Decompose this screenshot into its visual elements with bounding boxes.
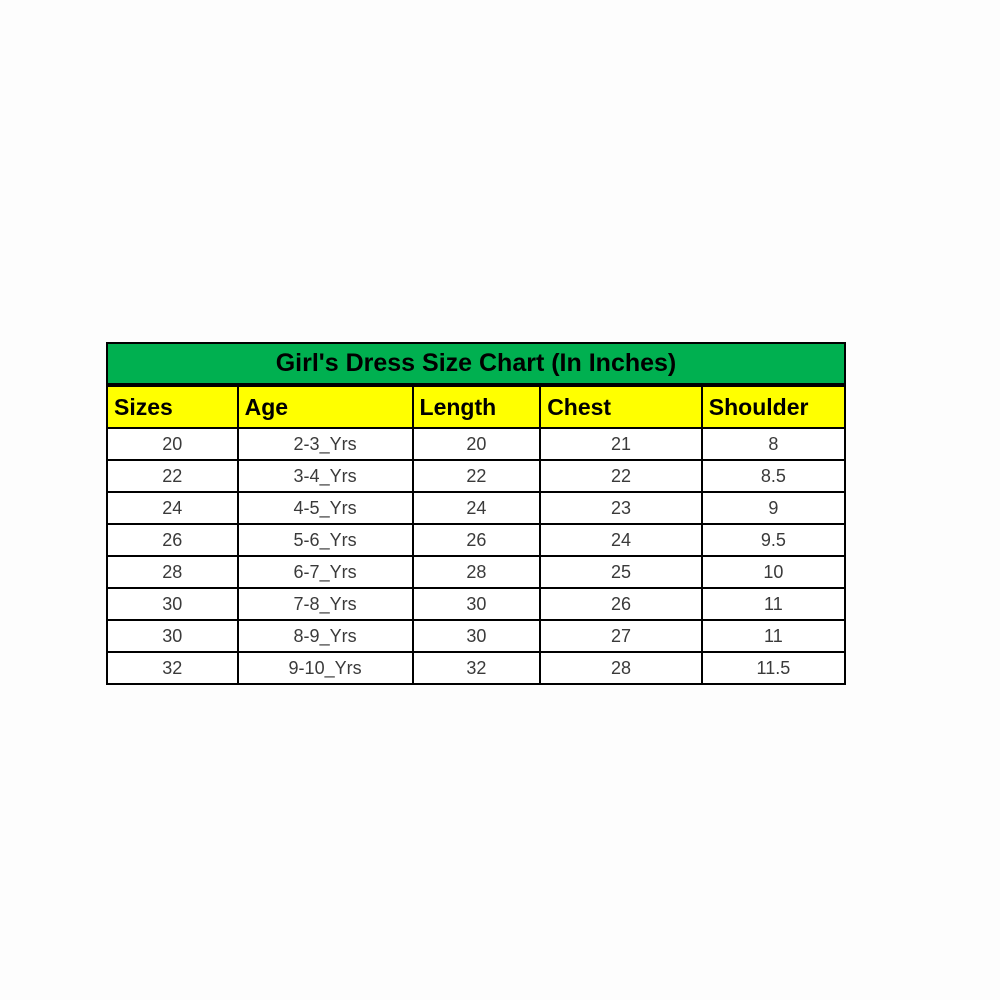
- cell-shoulder: 11: [702, 620, 845, 652]
- table-row: [107, 556, 845, 588]
- cell-chest: 24: [540, 524, 702, 556]
- table-row: [107, 652, 845, 684]
- table-row: [107, 588, 845, 620]
- cell-sizes: 28: [107, 556, 238, 588]
- column-header-length: Length: [413, 386, 541, 428]
- cell-chest: 28: [540, 652, 702, 684]
- cell-chest: 26: [540, 588, 702, 620]
- table-row: [107, 460, 845, 492]
- cell-chest: 27: [540, 620, 702, 652]
- cell-length: 30: [413, 588, 541, 620]
- table-row: [107, 620, 845, 652]
- size-chart-table: [106, 342, 846, 685]
- cell-sizes: 26: [107, 524, 238, 556]
- cell-age: 4-5_Yrs: [238, 492, 413, 524]
- cell-sizes: 32: [107, 652, 238, 684]
- cell-age: 5-6_Yrs: [238, 524, 413, 556]
- column-header-shoulder: Shoulder: [702, 386, 845, 428]
- table-row: [107, 492, 845, 524]
- cell-length: 28: [413, 556, 541, 588]
- cell-length: 20: [413, 428, 541, 460]
- cell-shoulder: 8: [702, 428, 845, 460]
- cell-age: 9-10_Yrs: [238, 652, 413, 684]
- cell-age: 7-8_Yrs: [238, 588, 413, 620]
- cell-length: 26: [413, 524, 541, 556]
- cell-length: 32: [413, 652, 541, 684]
- table-title: Girl's Dress Size Chart (In Inches): [106, 342, 846, 385]
- cell-chest: 23: [540, 492, 702, 524]
- cell-age: 8-9_Yrs: [238, 620, 413, 652]
- cell-shoulder: 10: [702, 556, 845, 588]
- cell-sizes: 30: [107, 620, 238, 652]
- cell-shoulder: 9: [702, 492, 845, 524]
- column-header-sizes: Sizes: [107, 386, 238, 428]
- cell-age: 6-7_Yrs: [238, 556, 413, 588]
- cell-length: 30: [413, 620, 541, 652]
- cell-chest: 25: [540, 556, 702, 588]
- cell-chest: 22: [540, 460, 702, 492]
- table-row: [107, 524, 845, 556]
- cell-shoulder: 9.5: [702, 524, 845, 556]
- cell-shoulder: 11.5: [702, 652, 845, 684]
- column-header-chest: Chest: [540, 386, 702, 428]
- cell-age: 2-3_Yrs: [238, 428, 413, 460]
- column-header-age: Age: [238, 386, 413, 428]
- cell-sizes: 22: [107, 460, 238, 492]
- cell-length: 22: [413, 460, 541, 492]
- cell-shoulder: 8.5: [702, 460, 845, 492]
- cell-sizes: 30: [107, 588, 238, 620]
- cell-shoulder: 11: [702, 588, 845, 620]
- cell-age: 3-4_Yrs: [238, 460, 413, 492]
- cell-sizes: 20: [107, 428, 238, 460]
- header-row: [107, 386, 845, 428]
- cell-length: 24: [413, 492, 541, 524]
- table-row: [107, 428, 845, 460]
- cell-chest: 21: [540, 428, 702, 460]
- cell-sizes: 24: [107, 492, 238, 524]
